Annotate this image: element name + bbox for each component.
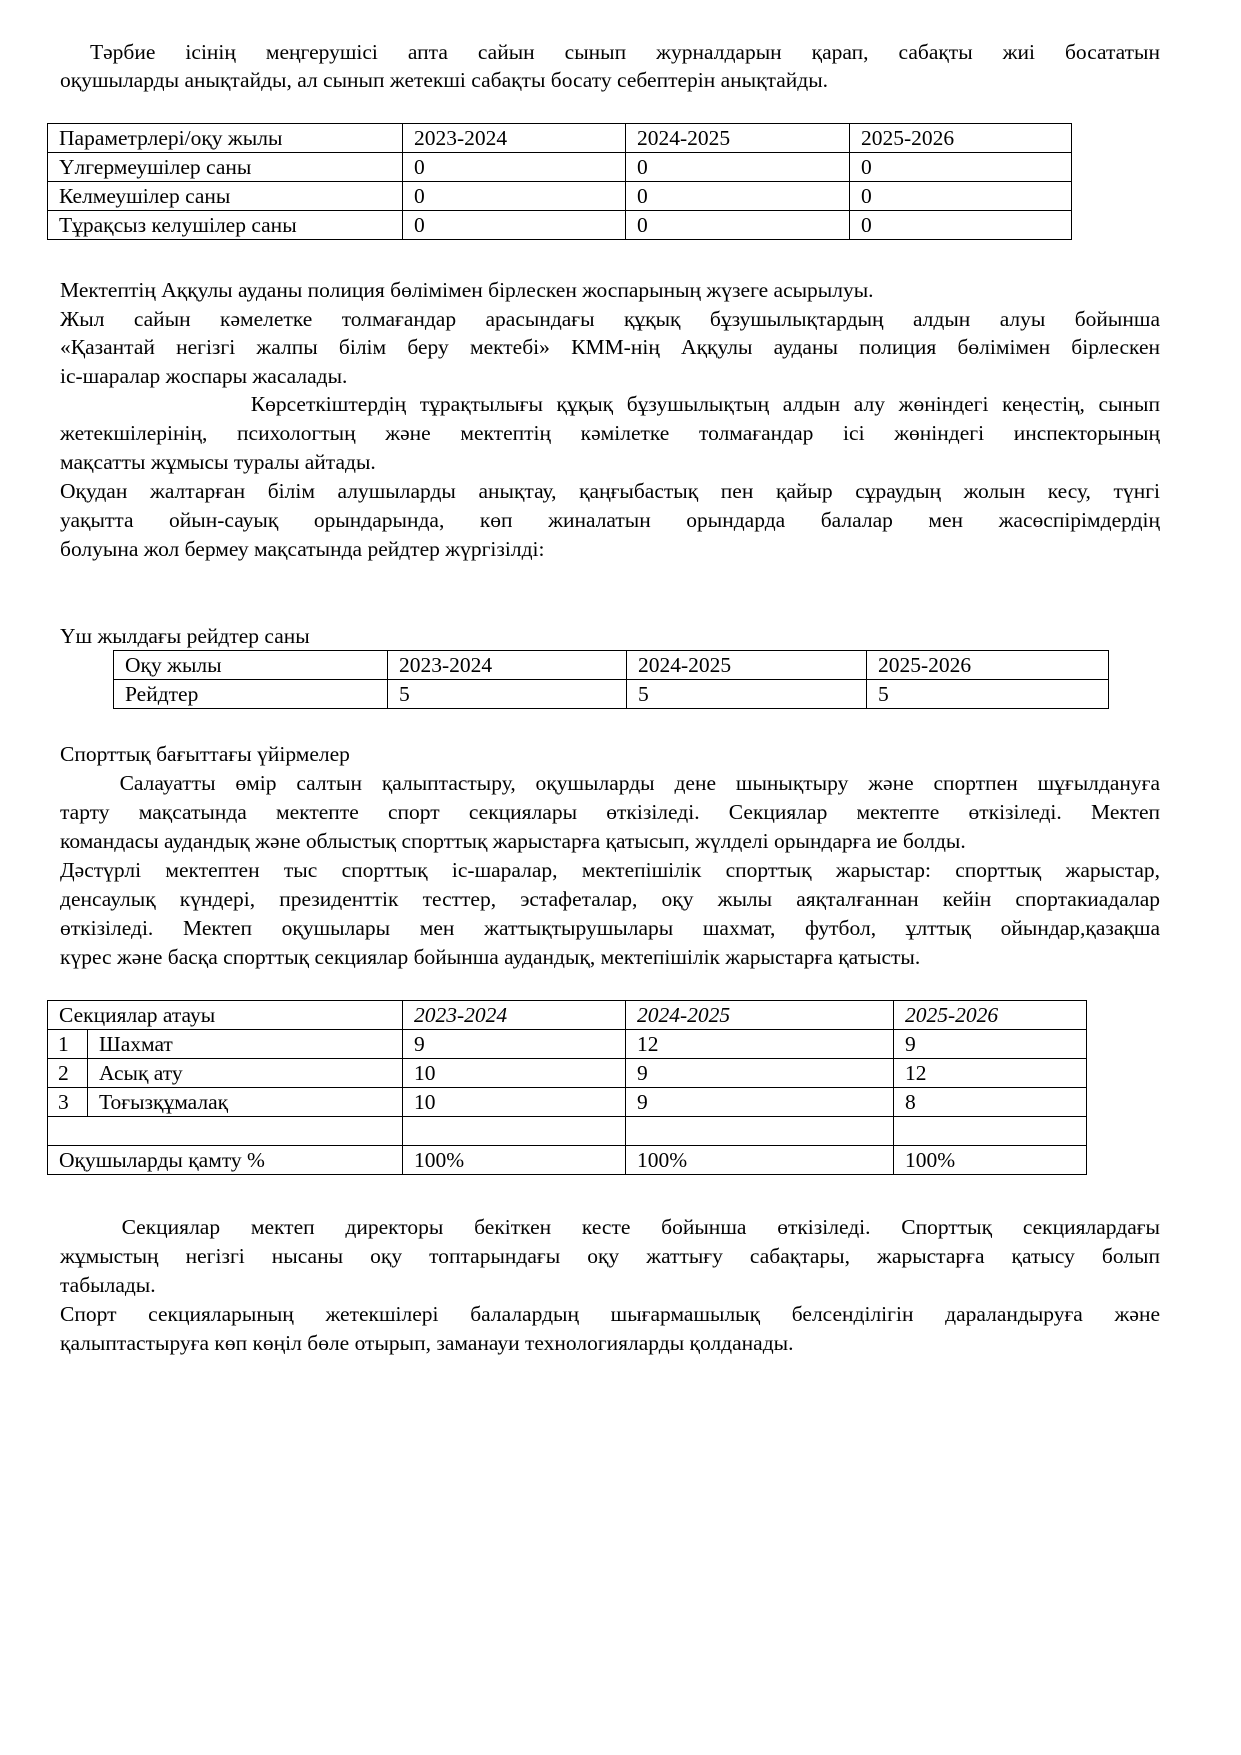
table-cell: 0 bbox=[850, 182, 1072, 211]
table-row bbox=[48, 1030, 1087, 1059]
table-header-cell: 2023-2024 bbox=[388, 651, 627, 680]
table-cell bbox=[626, 1117, 894, 1146]
table-header-cell: Оқу жылы bbox=[114, 651, 388, 680]
row-number: 1 bbox=[48, 1030, 88, 1059]
table-cell: 0 bbox=[626, 153, 850, 182]
table-cell: 100% bbox=[403, 1146, 626, 1175]
table-header-cell: 2025-2026 bbox=[894, 1001, 1087, 1030]
table-cell: Оқушыларды қамту % bbox=[48, 1146, 403, 1175]
table-header-cell: 2023-2024 bbox=[403, 124, 626, 153]
table-cell: Асық ату bbox=[88, 1059, 403, 1088]
table-cell: 9 bbox=[626, 1059, 894, 1088]
table-cell: 5 bbox=[627, 680, 867, 709]
sections-table bbox=[47, 1000, 1087, 1175]
police-heading: Мектептің Аққулы ауданы полиция бөлімімен бірлескен жоспарының жүзеге асырылуы. bbox=[60, 278, 874, 302]
table-header-row bbox=[48, 124, 1072, 153]
table-cell: 100% bbox=[894, 1146, 1087, 1175]
table-header-cell: 2025-2026 bbox=[850, 124, 1072, 153]
table-row bbox=[114, 680, 1109, 709]
table-cell: 10 bbox=[403, 1088, 626, 1117]
table-header-row bbox=[114, 651, 1109, 680]
attendance-table bbox=[47, 123, 1072, 240]
sport-para2-line: өткізіледі. Мектеп оқушылары мен жаттықтырушылары шахмат, футбол, ұлттық ойындар,қазақша bbox=[60, 916, 1160, 940]
table-cell: 9 bbox=[894, 1030, 1087, 1059]
raids-title: Үш жылдағы рейдтер саны bbox=[60, 624, 310, 648]
closing-para2-line: Спорт секцияларының жетекшілері балалардың шығармашылық белсенділігін дараландыруға және bbox=[60, 1302, 1160, 1326]
table-row bbox=[48, 153, 1072, 182]
table-cell bbox=[403, 1117, 626, 1146]
table-header-row bbox=[48, 1001, 1087, 1030]
table-cell: 9 bbox=[403, 1030, 626, 1059]
table-header-cell: 2023-2024 bbox=[403, 1001, 626, 1030]
table-header-cell: Параметрлері/оқу жылы bbox=[48, 124, 403, 153]
police-para3-line: болуына жол бермеу мақсатында рейдтер жүргізілді: bbox=[60, 537, 545, 561]
table-cell: 12 bbox=[894, 1059, 1087, 1088]
table-cell: 5 bbox=[867, 680, 1109, 709]
sport-heading: Спорттық бағыттағы үйірмелер bbox=[60, 742, 350, 766]
table-cell: Тоғызқұмалақ bbox=[88, 1088, 403, 1117]
table-cell: Рейдтер bbox=[114, 680, 388, 709]
police-para2-line: мақсатты жұмысы туралы айтады. bbox=[60, 450, 376, 474]
table-cell bbox=[894, 1117, 1087, 1146]
sport-para2-line: денсаулық күндері, президенттік тесттер, эстафеталар, оқу жылы аяқталғаннан кейін спортакиадалар bbox=[60, 887, 1160, 911]
police-para2-line: жетекшілерінің, психологтың және мектептің кәмілетке толмағандар ісі жөніндегі инспекторының bbox=[60, 421, 1160, 445]
sport-para1-line: тарту мақсатында мектепте спорт секциялары өткізіледі. Секциялар мектепте өткізіледі. Мектеп bbox=[60, 800, 1160, 824]
table-cell: Шахмат bbox=[88, 1030, 403, 1059]
table-cell: 10 bbox=[403, 1059, 626, 1088]
closing-para1-line: жұмыстың негізгі нысаны оқу топтарындағы оқу жаттығу сабақтары, жарыстарға қатысу болып bbox=[60, 1244, 1160, 1268]
table-cell: 0 bbox=[403, 153, 626, 182]
table-cell: 9 bbox=[626, 1088, 894, 1117]
table-cell: 0 bbox=[626, 211, 850, 240]
table-cell: 0 bbox=[403, 182, 626, 211]
sport-para2-line: Дәстүрлі мектептен тыс спорттық іс-шаралар, мектепішілік спорттық жарыстар: спорттық жарыстар, bbox=[60, 858, 1160, 882]
police-para3-line: Оқудан жалтарған білім алушыларды анықтау, қаңғыбастық пен қайыр сұраудың жолын кесу, түнгі bbox=[60, 479, 1160, 503]
table-cell: 0 bbox=[403, 211, 626, 240]
table-header-cell: 2024-2025 bbox=[626, 1001, 894, 1030]
raids-table bbox=[113, 650, 1109, 709]
closing-para2-line: қалыптастыруға көп көңіл бөле отырып, заманауи технологияларды қолданады. bbox=[60, 1331, 794, 1355]
table-header-cell: 2024-2025 bbox=[626, 124, 850, 153]
table-cell: 5 bbox=[388, 680, 627, 709]
table-cell: 0 bbox=[626, 182, 850, 211]
sport-para1-line: Салауатты өмір салтын қалыптастыру, оқушыларды дене шынықтыру және спортпен шұғылдануға bbox=[60, 771, 1160, 795]
row-number: 2 bbox=[48, 1059, 88, 1088]
table-cell: Тұрақсыз келушілер саны bbox=[48, 211, 403, 240]
table-row bbox=[48, 1088, 1087, 1117]
table-cell: Үлгермеушілер саны bbox=[48, 153, 403, 182]
closing-para1-line: табылады. bbox=[60, 1273, 156, 1297]
table-row bbox=[48, 1059, 1087, 1088]
sport-para2-line: күрес және басқа спорттық секциялар бойынша аудандық, мектепішілік жарыстарға қатысты. bbox=[60, 945, 921, 969]
table-cell: 12 bbox=[626, 1030, 894, 1059]
table-cell: 100% bbox=[626, 1146, 894, 1175]
police-para2-line: Көрсеткіштердің тұрақтылығы құқық бұзушылықтың алдын алу жөніндегі кеңестің, сынып bbox=[60, 392, 1160, 416]
table-row-empty bbox=[48, 1117, 1087, 1146]
intro-line-1: Тәрбие ісінің меңгерушісі апта сайын сынып журналдарын қарап, сабақты жиі босататын bbox=[60, 40, 1160, 64]
police-para1-line: «Қазантай негізгі жалпы білім беру мектебі» КММ-нің Аққулы ауданы полиция бөлімімен бірлескен bbox=[60, 335, 1160, 359]
table-cell: Келмеушілер саны bbox=[48, 182, 403, 211]
table-cell: 0 bbox=[850, 153, 1072, 182]
intro-line-2: оқушыларды анықтайды, ал сынып жетекші сабақты босату себептерін анықтайды. bbox=[60, 68, 829, 92]
table-cell: 0 bbox=[850, 211, 1072, 240]
closing-para1-line: Секциялар мектеп директоры бекіткен кесте бойынша өткізіледі. Спорттық секциялардағы bbox=[60, 1215, 1160, 1239]
row-number: 3 bbox=[48, 1088, 88, 1117]
table-header-cell: 2025-2026 bbox=[867, 651, 1109, 680]
police-para1-line: Жыл сайын кәмелетке толмағандар арасындағы құқық бұзушылықтардың алдын алуы бойынша bbox=[60, 307, 1160, 331]
table-header-cell: 2024-2025 bbox=[627, 651, 867, 680]
table-cell bbox=[48, 1117, 403, 1146]
table-row bbox=[48, 182, 1072, 211]
table-row bbox=[48, 211, 1072, 240]
police-para3-line: уақытта ойын-сауық орындарында, көп жиналатын орындарда балалар мен жасөспірімдердің bbox=[60, 508, 1160, 532]
sport-para1-line: командасы аудандық және облыстық спорттық жарыстарға қатысып, жүлделі орындарға ие болды. bbox=[60, 829, 966, 853]
table-cell: 8 bbox=[894, 1088, 1087, 1117]
table-row-coverage bbox=[48, 1146, 1087, 1175]
police-para1-line: іс-шаралар жоспары жасалады. bbox=[60, 364, 348, 388]
table-header-cell: Секциялар атауы bbox=[48, 1001, 403, 1030]
